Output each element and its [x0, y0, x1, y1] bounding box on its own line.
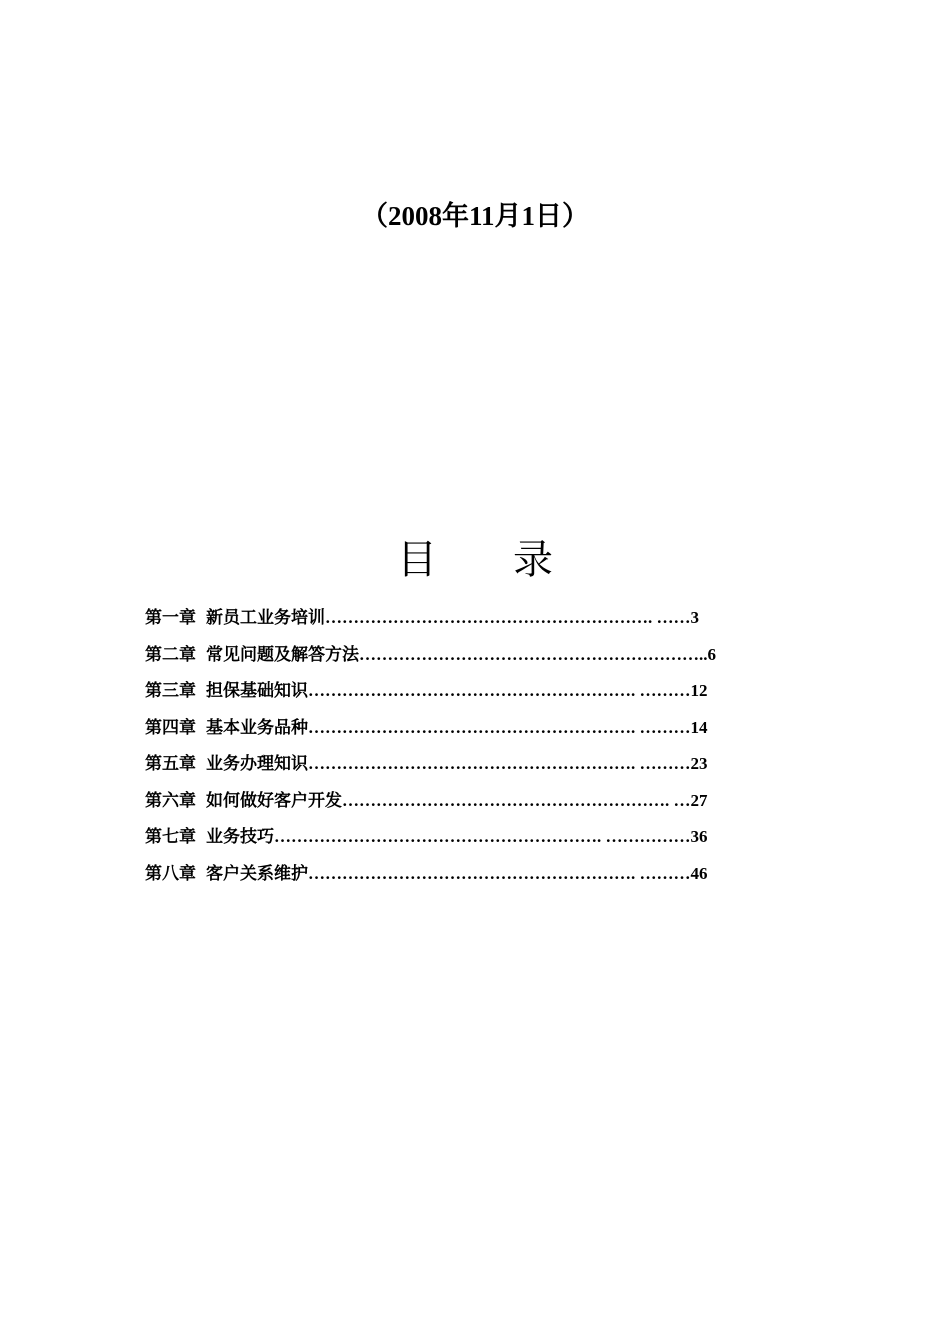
toc-dot-leader: …………………………………………………. ………: [308, 863, 691, 883]
toc-dot-leader: …………………………………………………. ……: [325, 608, 691, 627]
toc-chapter-title: 新员工业务培训: [206, 608, 325, 628]
toc-dot-leader: …………………………………………………. ………: [308, 754, 691, 773]
toc-entry-4[interactable]: [145, 710, 785, 747]
toc-entry-6[interactable]: [145, 783, 785, 820]
toc-entry-3[interactable]: [145, 673, 785, 710]
toc-dot-leader: …………………………………………………. ……………: [274, 827, 691, 846]
toc-entry-2[interactable]: [145, 637, 785, 674]
toc-page-number: 36: [690, 827, 708, 846]
toc-page-number: 6: [707, 644, 716, 664]
toc-page-number: 12: [690, 681, 708, 700]
toc-entry-1[interactable]: [145, 600, 785, 637]
toc-entry-5[interactable]: [145, 746, 785, 783]
toc-heading-char-1: 目: [397, 537, 437, 583]
toc-chapter-title: 业务技巧: [206, 827, 274, 847]
toc-entry-7[interactable]: [145, 819, 785, 856]
toc-chapter-title: 担保基础知识: [206, 681, 308, 701]
document-date: （2008年11月1日）: [360, 201, 589, 231]
toc-heading-char-2: 录: [513, 537, 553, 583]
toc-dot-leader: ……………………………………………………..: [359, 644, 708, 664]
toc-heading: [0, 532, 950, 588]
toc-page-number: 27: [690, 790, 708, 810]
toc-chapter-number: 第五章: [145, 754, 196, 774]
toc-chapter-number: 第三章: [145, 681, 196, 701]
toc-chapter-title: 客户关系维护: [206, 863, 308, 884]
toc-page-number: 14: [690, 717, 708, 737]
toc-chapter-number: 第一章: [145, 608, 196, 628]
toc-page-number: 23: [690, 754, 708, 773]
toc-chapter-number: 第八章: [145, 863, 196, 884]
toc-dot-leader: …………………………………………………. …: [342, 790, 691, 810]
toc-dot-leader: …………………………………………………. ………: [308, 681, 691, 700]
toc-entry-8[interactable]: [145, 856, 785, 893]
toc-chapter-title: 业务办理知识: [206, 754, 308, 774]
toc-page-number: 46: [690, 863, 708, 883]
toc-chapter-title: 如何做好客户开发: [206, 790, 342, 811]
toc-dot-leader: …………………………………………………. ………: [308, 717, 691, 737]
toc-chapter-number: 第六章: [145, 790, 196, 811]
toc-chapter-title: 常见问题及解答方法: [206, 644, 359, 665]
table-of-contents: [145, 600, 785, 892]
toc-chapter-number: 第七章: [145, 827, 196, 847]
toc-chapter-title: 基本业务品种: [206, 717, 308, 738]
toc-page-number: 3: [690, 608, 699, 627]
toc-chapter-number: 第二章: [145, 644, 196, 665]
toc-chapter-number: 第四章: [145, 717, 196, 738]
